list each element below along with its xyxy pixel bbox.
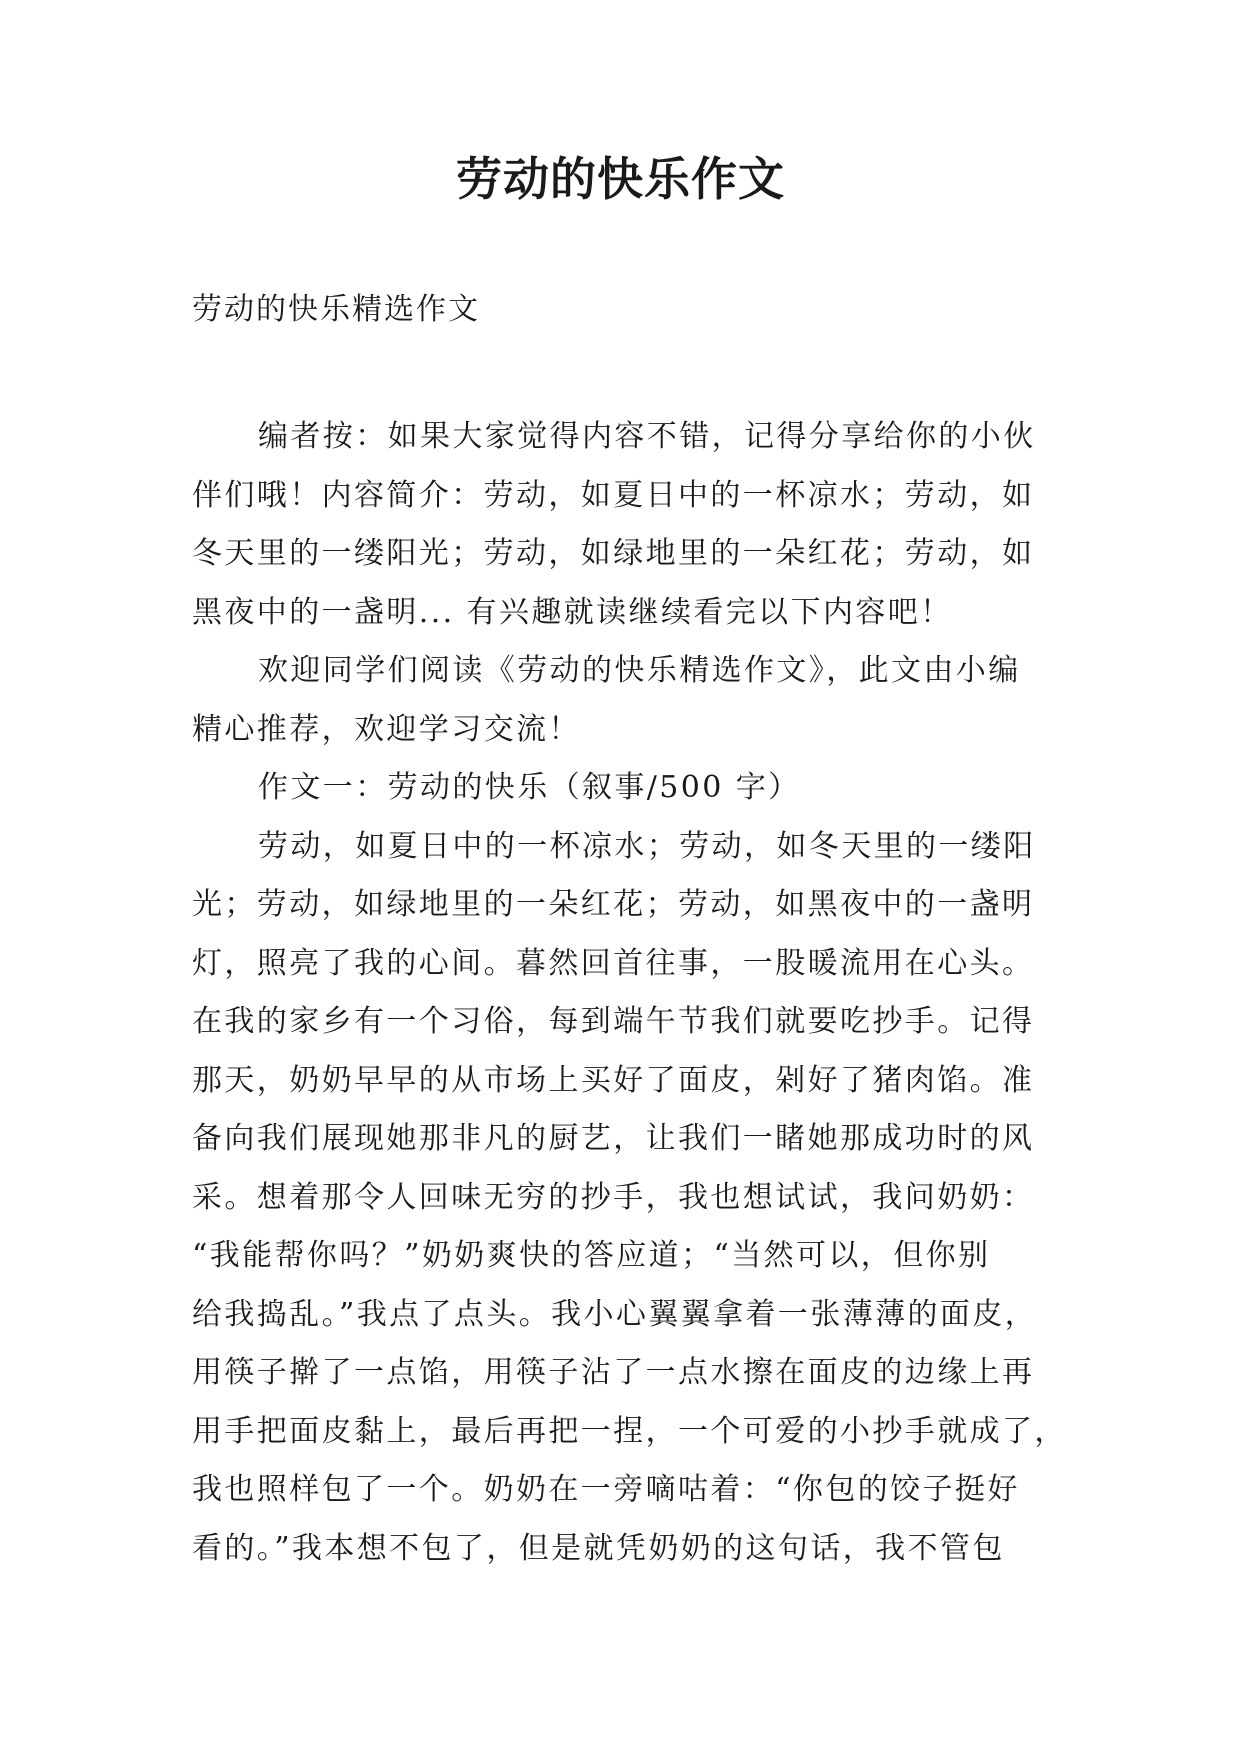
body-line: 给我捣乱。”我点了点头。我小心翼翼拿着一张薄薄的面皮， (192, 1296, 1038, 1332)
body-line: 光；劳动，如绿地里的一朵红花；劳动，如黑夜中的一盏明 (192, 887, 1035, 922)
body-line: 伴们哦！内容简介：劳动，如夏日中的一杯凉水；劳动，如 (192, 477, 1035, 513)
document-title: 劳动的快乐作文 (456, 152, 785, 206)
body-line: 备向我们展现她那非凡的厨艺，让我们一睹她那成功时的风 (192, 1121, 1035, 1156)
document-subtitle: 劳动的快乐精选作文 (192, 292, 480, 327)
body-line: 作文一：劳动的快乐（叙事/500 字） (258, 770, 801, 805)
body-line: 用手把面皮黏上，最后再把一捏，一个可爱的小抄手就成了， (192, 1413, 1067, 1449)
body-line: 采。想着那令人回味无穷的抄手，我也想试试，我问奶奶： (192, 1179, 1035, 1215)
body-line: 冬天里的一缕阳光；劳动，如绿地里的一朵红花；劳动，如 (192, 536, 1035, 571)
body-line: 在我的家乡有一个习俗，每到端午节我们就要吃抄手。记得 (192, 1004, 1035, 1039)
body-line: “我能帮你吗？”奶奶爽快的答应道；“当然可以，但你别 (192, 1238, 991, 1273)
body-line: 我也照样包了一个。奶奶在一旁嘀咕着：“你包的饺子挺好 (192, 1472, 1020, 1507)
body-line: 黑夜中的一盏明... 有兴趣就读继续看完以下内容吧！ (192, 594, 953, 630)
body-line: 编者按：如果大家觉得内容不错，记得分享给你的小伙 (258, 419, 1036, 454)
body-line: 那天，奶奶早早的从市场上买好了面皮，剁好了猪肉馅。准 (192, 1062, 1035, 1098)
body-text (192, 408, 1067, 1578)
body-line: 劳动，如夏日中的一杯凉水；劳动，如冬天里的一缕阳 (258, 828, 1036, 864)
body-line: 用筷子擀了一点馅，用筷子沾了一点水擦在面皮的边缘上再 (192, 1355, 1035, 1390)
body-line: 精心推荐，欢迎学习交流！ (192, 711, 581, 747)
body-line: 欢迎同学们阅读《劳动的快乐精选作文》，此文由小编 (258, 653, 1021, 688)
body-line: 灯，照亮了我的心间。暮然回首往事，一股暖流用在心头。 (192, 945, 1035, 981)
body-line: 看的。”我本想不包了，但是就凭奶奶的这句话，我不管包 (192, 1530, 1005, 1566)
